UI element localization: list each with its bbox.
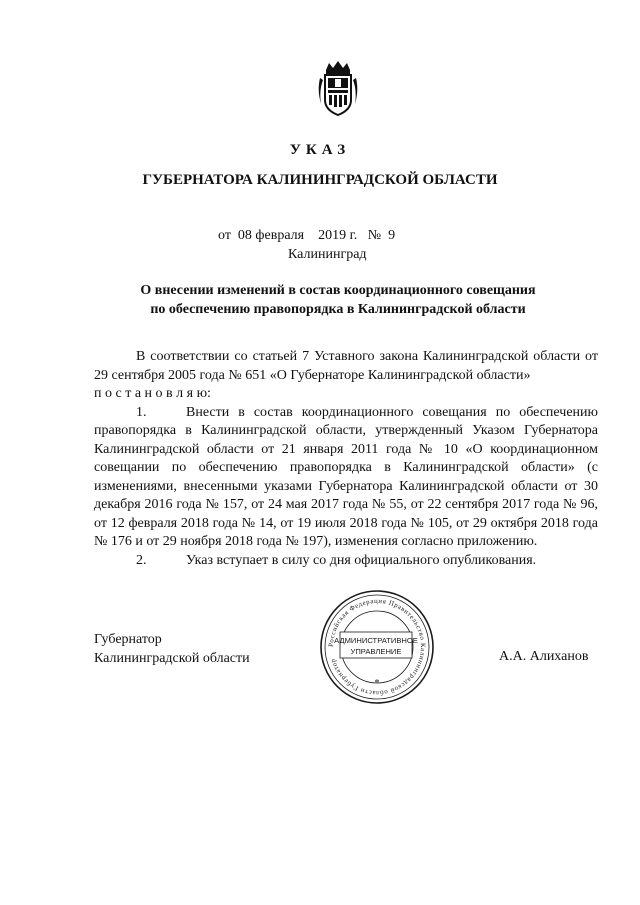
decree-body: [94, 348, 598, 570]
signatory-position: [94, 630, 250, 668]
date-number-line: от 08 февраля 2019 г. № 9: [218, 228, 396, 243]
heading-line-2: по обеспечению правопорядка в Калининградской области: [150, 302, 526, 317]
item-number: 2.: [136, 552, 147, 568]
item-text: Внести в состав координационного совещания по обеспечению правопорядка в Калининградской области, утвержденный Указом Губернатора Калининградской области от 21 января 2011 года № 10 «О координационном совещании по обеспечению правопорядка в Калининградской области» (с изменениями, внесенными указами Губернатора Калининградской области от 30 декабря 2016 года № 157, от 24 мая 2017 года № 55, от 22 сентября 2017 года № 96, от 12 февраля 2018 года № 14, от 19 июля 2018 года № 105, от 29 октября 2018 года № 176 и от 29 ноября 2018 года № 197), изменения согласно приложению.: [94, 404, 598, 549]
position-line-2: Калининградской области: [94, 651, 250, 666]
decree-heading: [100, 281, 576, 319]
stamp-ring-text: Российская Федерация Правительство Калининградской области Губернатор: [327, 597, 427, 697]
city-name: Калининград: [288, 247, 367, 262]
signatory-name: А.А. Алиханов: [499, 649, 589, 664]
decree-word: п о с т а н о в л я ю:: [94, 386, 211, 401]
stamp-center-line-2: УПРАВЛЕНИЕ: [350, 647, 402, 656]
position-line-1: Губернатор: [94, 632, 162, 647]
item-text: Указ вступает в силу со дня официального опубликования.: [186, 552, 537, 568]
item-number: 1.: [136, 404, 147, 420]
preamble-paragraph: В соответствии со статьей 7 Уставного закона Калининградской области от 29 сентября 2005 года № 651 «О Губернаторе Калининградской области»: [94, 349, 598, 383]
document-title: УКАЗ: [289, 142, 351, 158]
stamp-star: *: [374, 678, 380, 689]
coat-of-arms-icon: [317, 60, 359, 118]
heading-line-1: О внесении изменений в состав координационного совещания: [140, 283, 536, 298]
stamp-center-line-1: АДМИНИСТРАТИВНОЕ: [334, 636, 418, 645]
document-subtitle: ГУБЕРНАТОРА КАЛИНИНГРАДСКОЙ ОБЛАСТИ: [142, 172, 498, 188]
list-item: [94, 552, 598, 571]
official-stamp: [318, 588, 436, 706]
list-item: [94, 404, 598, 552]
